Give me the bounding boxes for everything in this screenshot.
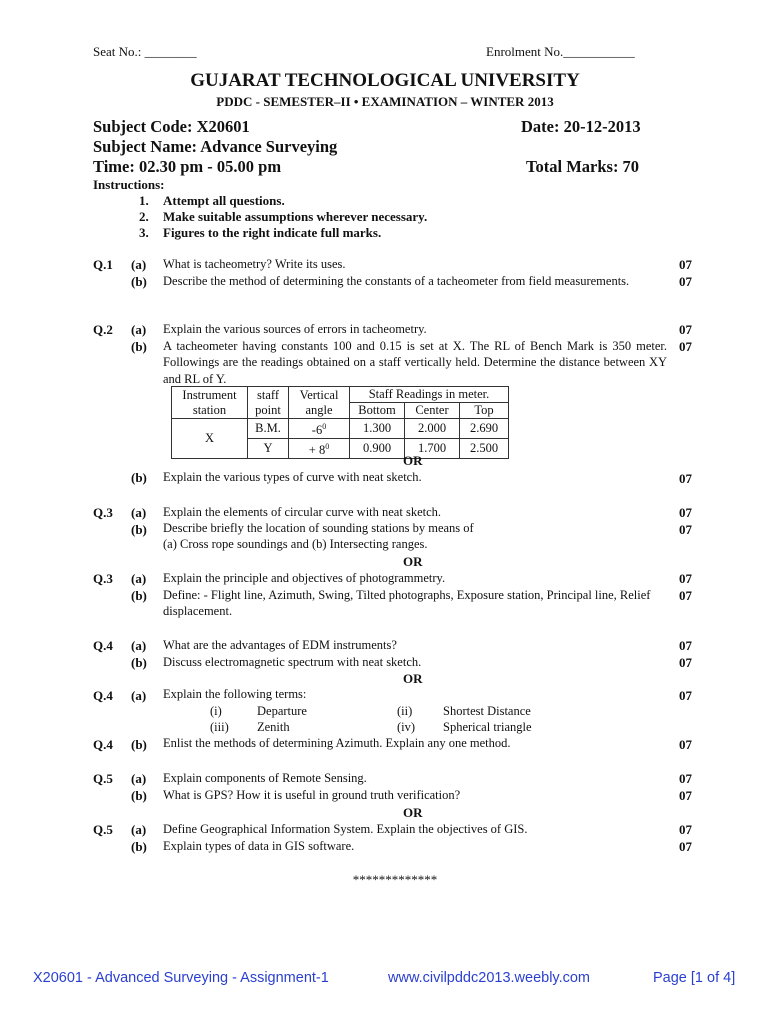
header-bottom: Bottom bbox=[350, 403, 405, 419]
question-number: Q.5 bbox=[93, 822, 113, 837]
footer-course: X20601 - Advanced Surveying - Assignment-1 bbox=[33, 970, 329, 986]
header-center: Center bbox=[405, 403, 460, 419]
question-text: A tacheometer having constants 100 and 0.15 is set at X. The RL of Bench Mark is 350 meter. Followings are the readings obtained on a staff vertically held. Determine the distance between XY and RL of Y. bbox=[163, 339, 667, 386]
marks: 07 bbox=[679, 588, 692, 603]
point-cell: Y bbox=[248, 439, 289, 459]
part-label: (a) bbox=[131, 257, 147, 272]
part-label: (b) bbox=[131, 522, 147, 537]
header-instrument-station bbox=[172, 387, 248, 419]
marks: 07 bbox=[679, 505, 692, 520]
marks: 07 bbox=[679, 839, 692, 854]
angle-value: -6 bbox=[311, 423, 323, 438]
marks: 07 bbox=[679, 522, 692, 537]
header-station: station bbox=[192, 402, 227, 417]
top-cell: 2.500 bbox=[460, 439, 509, 459]
header-staff-point bbox=[248, 387, 289, 419]
question-text: Describe briefly the location of sounding stations by means of bbox=[163, 521, 474, 535]
or-separator: OR bbox=[403, 805, 423, 820]
subject-name: Subject Name: Advance Surveying bbox=[93, 137, 338, 156]
part-label: (b) bbox=[131, 470, 147, 485]
header-readings: Staff Readings in meter. bbox=[350, 387, 509, 403]
term-number: (iii) bbox=[210, 720, 229, 734]
question-number: Q.5 bbox=[93, 771, 113, 786]
instruction-num: 2. bbox=[139, 209, 149, 224]
exam-time: Time: 02.30 pm - 05.00 pm bbox=[93, 157, 282, 176]
marks: 07 bbox=[679, 737, 692, 752]
question-number: Q.4 bbox=[93, 737, 113, 752]
center-cell: 2.000 bbox=[405, 419, 460, 439]
footer-page-number: Page [1 of 4] bbox=[653, 970, 736, 986]
marks: 07 bbox=[679, 322, 692, 337]
question-number: Q.2 bbox=[93, 322, 113, 337]
question-text: Define: - Flight line, Azimuth, Swing, Tilted photographs, Exposure station, Principal line, Relief displacement. bbox=[163, 588, 651, 619]
or-separator: OR bbox=[403, 453, 423, 468]
question-number: Q.3 bbox=[93, 571, 113, 586]
part-label: (a) bbox=[131, 322, 147, 337]
marks: 07 bbox=[679, 688, 692, 703]
term-number: (i) bbox=[210, 704, 222, 718]
part-label: (a) bbox=[131, 688, 147, 703]
table-row bbox=[172, 419, 509, 439]
marks: 07 bbox=[679, 471, 692, 486]
university-title: GUJARAT TECHNOLOGICAL UNIVERSITY bbox=[190, 70, 580, 91]
part-label: (a) bbox=[131, 771, 147, 786]
station-cell: X bbox=[172, 419, 248, 459]
marks: 07 bbox=[679, 571, 692, 586]
bottom-cell: 0.900 bbox=[350, 439, 405, 459]
instruction-num: 3. bbox=[139, 225, 149, 240]
question-text: Explain components of Remote Sensing. bbox=[163, 771, 367, 785]
question-text: What is GPS? How it is useful in ground truth verification? bbox=[163, 788, 461, 802]
part-label: (a) bbox=[131, 638, 147, 653]
footer-website-link[interactable]: www.civilpddc2013.weebly.com bbox=[388, 970, 591, 986]
question-text: Explain the principle and objectives of photogrammetry. bbox=[163, 571, 446, 585]
question-text-cont: (a) Cross rope soundings and (b) Intersecting ranges. bbox=[163, 537, 428, 551]
marks: 07 bbox=[679, 788, 692, 803]
question-text: Explain types of data in GIS software. bbox=[163, 839, 355, 853]
part-label: (b) bbox=[131, 588, 147, 603]
or-separator: OR bbox=[403, 554, 423, 569]
center-cell: 1.700 bbox=[405, 439, 460, 459]
marks: 07 bbox=[679, 822, 692, 837]
term-number: (iv) bbox=[397, 720, 416, 734]
question-number: Q.4 bbox=[93, 638, 113, 653]
degree-mark: 0 bbox=[322, 422, 327, 431]
part-label: (b) bbox=[131, 655, 147, 670]
question-text: Explain the elements of circular curve with neat sketch. bbox=[163, 505, 442, 519]
angle-value: + 8 bbox=[308, 443, 326, 458]
top-cell: 2.690 bbox=[460, 419, 509, 439]
question-number: Q.3 bbox=[93, 505, 113, 520]
instruction-item: Attempt all questions. bbox=[163, 193, 285, 208]
term: Shortest Distance bbox=[443, 704, 531, 718]
exam-line: PDDC - SEMESTER–II • EXAMINATION – WINTER 2013 bbox=[216, 94, 554, 109]
marks: 07 bbox=[679, 274, 692, 289]
term: Spherical triangle bbox=[443, 720, 532, 734]
question-text: Define Geographical Information System. Explain the objectives of GIS. bbox=[163, 822, 528, 836]
angle-cell bbox=[289, 439, 350, 459]
exam-date: Date: 20-12-2013 bbox=[521, 117, 641, 136]
subject-code: Subject Code: X20601 bbox=[93, 117, 250, 136]
point-cell: B.M. bbox=[248, 419, 289, 439]
bottom-cell: 1.300 bbox=[350, 419, 405, 439]
header-instrument: Instrument bbox=[182, 387, 237, 402]
instruction-item: Make suitable assumptions wherever necessary. bbox=[163, 209, 428, 224]
instruction-num: 1. bbox=[139, 193, 149, 208]
total-marks: Total Marks: 70 bbox=[526, 157, 640, 176]
angle-cell bbox=[289, 419, 350, 439]
header-top: Top bbox=[460, 403, 509, 419]
part-label: (a) bbox=[131, 505, 147, 520]
header-angle: angle bbox=[305, 402, 333, 417]
question-number: Q.1 bbox=[93, 257, 113, 272]
question-text: What are the advantages of EDM instruments? bbox=[163, 638, 397, 652]
enrolment-no: Enrolment No.___________ bbox=[486, 44, 635, 59]
question-text: Explain the following terms: bbox=[163, 687, 307, 701]
question-text: What is tacheometry? Write its uses. bbox=[163, 257, 346, 271]
part-label: (b) bbox=[131, 274, 147, 289]
staff-readings-table bbox=[171, 386, 509, 459]
term: Departure bbox=[257, 704, 307, 718]
header-staff: staff bbox=[257, 387, 279, 402]
header-vertical: Vertical bbox=[299, 387, 339, 402]
part-label: (b) bbox=[131, 788, 147, 803]
term-number: (ii) bbox=[397, 704, 413, 718]
marks: 07 bbox=[679, 638, 692, 653]
question-text: Enlist the methods of determining Azimuth. Explain any one method. bbox=[163, 736, 511, 750]
end-marker: ************* bbox=[352, 872, 438, 887]
marks: 07 bbox=[679, 655, 692, 670]
question-text: Describe the method of determining the constants of a tacheometer from field measurements. bbox=[163, 274, 630, 288]
question-text: Discuss electromagnetic spectrum with neat sketch. bbox=[163, 655, 422, 669]
part-label: (a) bbox=[131, 571, 147, 586]
part-label: (b) bbox=[131, 737, 147, 752]
instructions-title: Instructions: bbox=[93, 177, 165, 192]
term: Zenith bbox=[257, 720, 290, 734]
header-vertical-angle bbox=[289, 387, 350, 419]
seat-no: Seat No.: ________ bbox=[93, 44, 197, 59]
question-text: Explain the various sources of errors in tacheometry. bbox=[163, 322, 427, 336]
instruction-item: Figures to the right indicate full marks. bbox=[163, 225, 382, 240]
marks: 07 bbox=[679, 771, 692, 786]
part-label: (b) bbox=[131, 339, 147, 354]
question-number: Q.4 bbox=[93, 688, 113, 703]
part-label: (b) bbox=[131, 839, 147, 854]
marks: 07 bbox=[679, 257, 692, 272]
part-label: (a) bbox=[131, 822, 147, 837]
degree-mark: 0 bbox=[325, 442, 330, 452]
marks: 07 bbox=[679, 339, 692, 354]
question-text: Explain the various types of curve with neat sketch. bbox=[163, 470, 422, 484]
or-separator: OR bbox=[403, 671, 423, 686]
header-point: point bbox=[255, 402, 281, 417]
